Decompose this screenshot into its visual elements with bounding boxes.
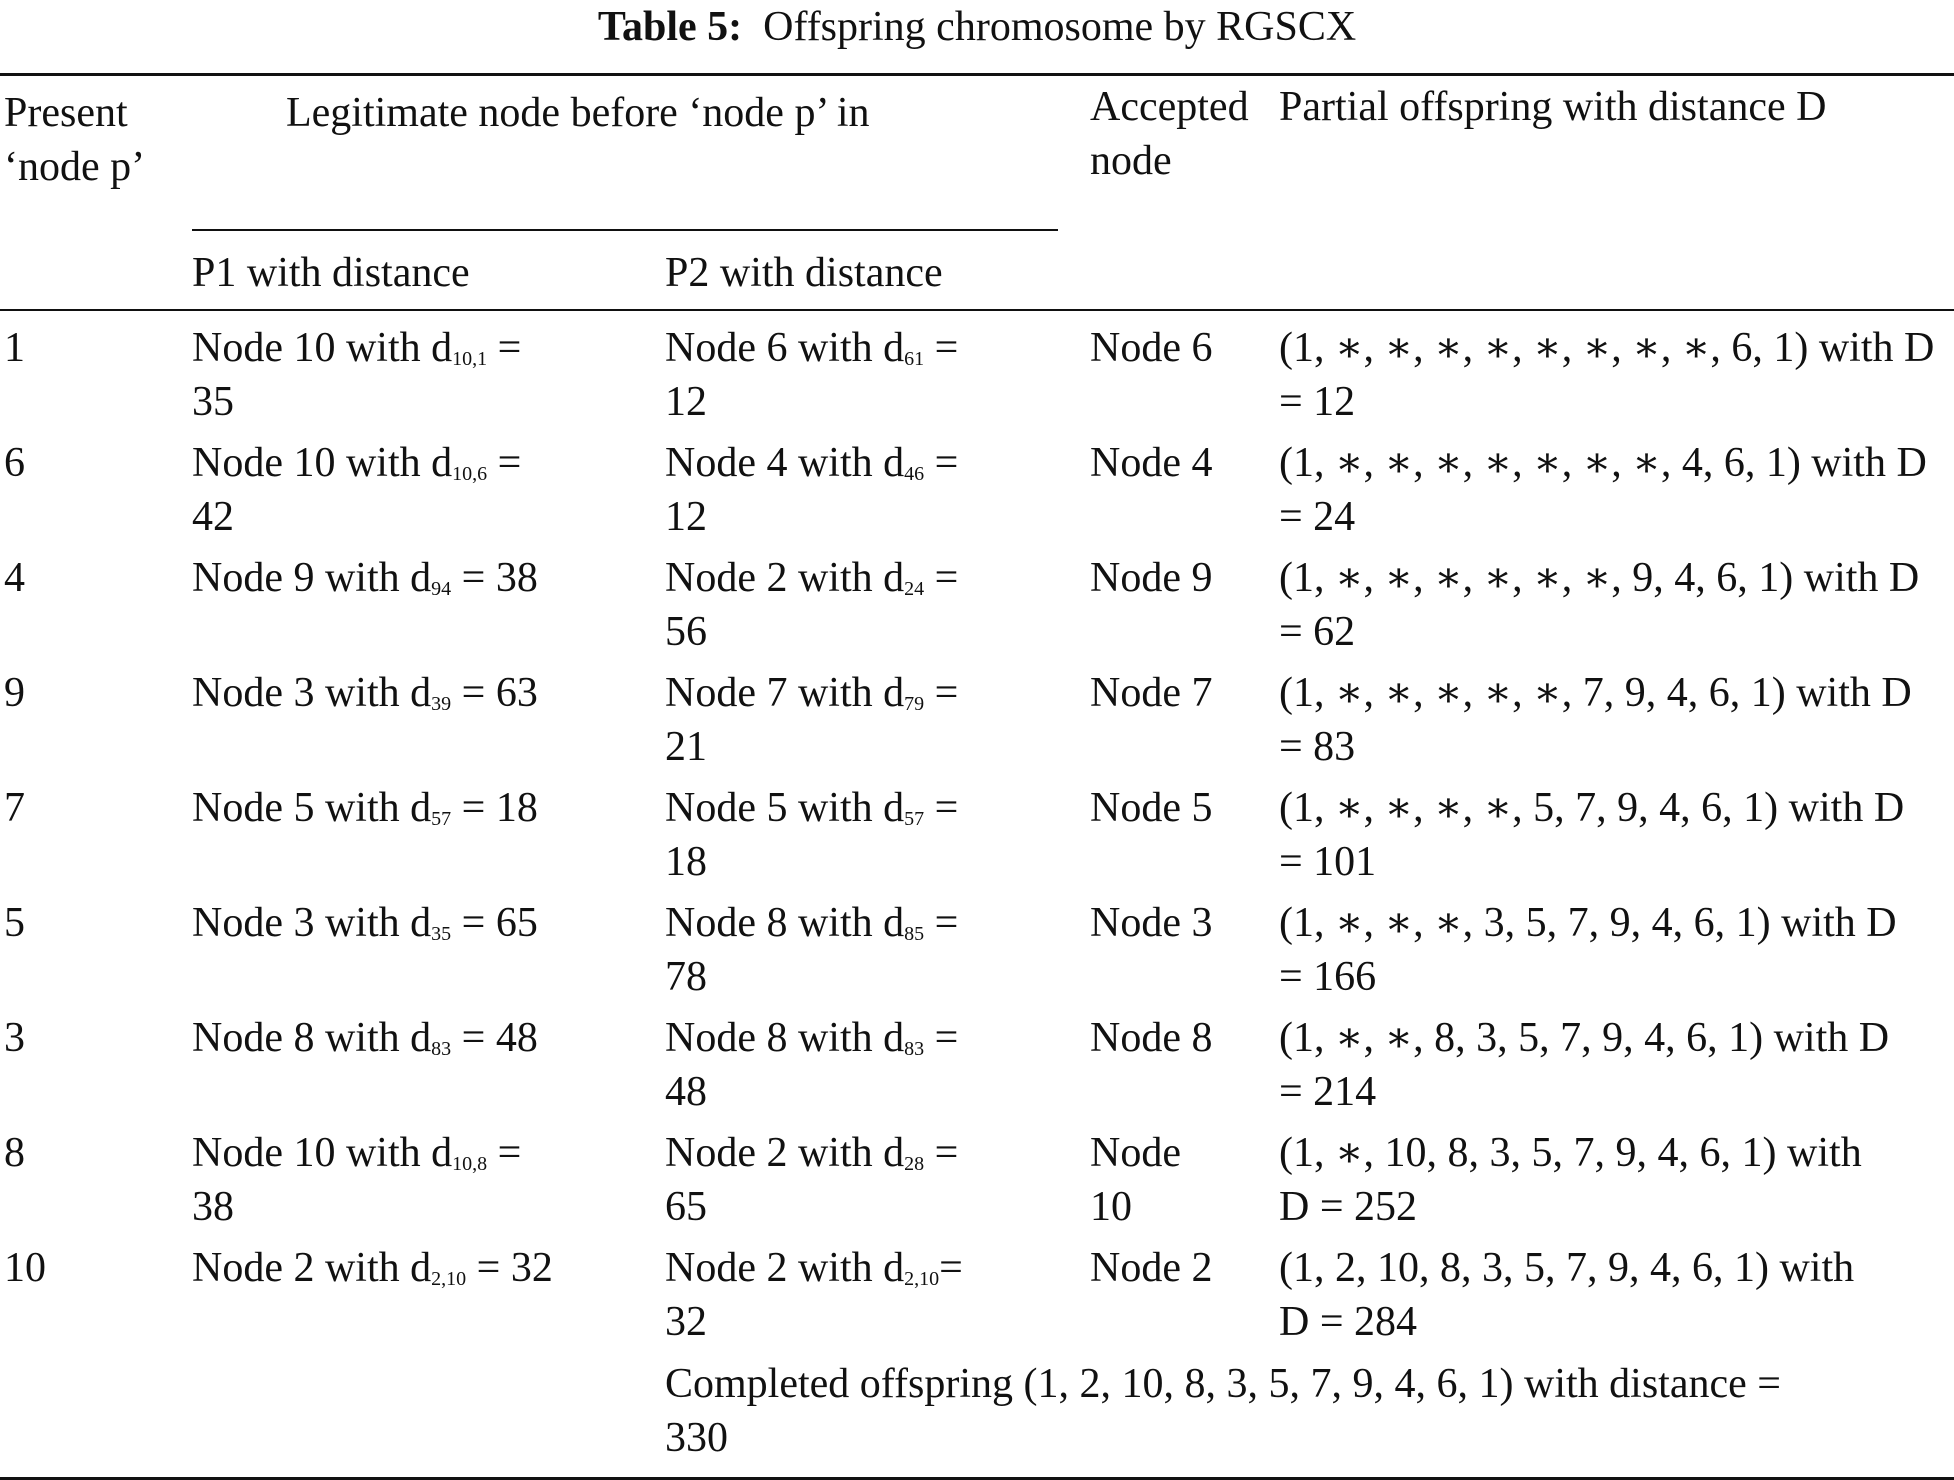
partial-offspring-line1 bbox=[1279, 551, 1919, 605]
p2-distance-subscript: 61 bbox=[904, 348, 925, 370]
header-p1: P1 with distance bbox=[192, 250, 470, 296]
p1-node-text: Node 5 with d bbox=[192, 785, 432, 831]
p2-node-text: Node 5 with d bbox=[665, 785, 905, 831]
p1-node-text: Node 9 with d bbox=[192, 555, 432, 601]
p2-distance-line1 bbox=[665, 896, 958, 950]
p2-equals: = bbox=[924, 900, 959, 946]
p2-equals: = bbox=[924, 1015, 959, 1061]
p1-node-text: Node 3 with d bbox=[192, 900, 432, 946]
completed-offspring-line1: Completed offspring (1, 2, 10, 8, 3, 5, 7, 9, 4, 6, 1) with distance = bbox=[665, 1361, 1781, 1407]
p1-distance-subscript: 94 bbox=[431, 578, 452, 600]
partial-offspring-line2 bbox=[1279, 720, 1355, 774]
p1-distance-value: 35 bbox=[192, 379, 234, 425]
p2-distance-line2 bbox=[665, 1180, 707, 1234]
p1-distance-value: 42 bbox=[192, 494, 234, 540]
p2-distance-line2 bbox=[665, 835, 707, 889]
p2-node-text: Node 2 with d bbox=[665, 1245, 905, 1291]
p2-distance-line1 bbox=[665, 551, 958, 605]
node-p-value: 3 bbox=[4, 1015, 25, 1061]
p2-distance-subscript: 83 bbox=[904, 1038, 925, 1060]
p2-distance-line2 bbox=[665, 950, 707, 1004]
partial-offspring-line2 bbox=[1279, 950, 1376, 1004]
partial-offspring-line2 bbox=[1279, 375, 1355, 429]
p1-distance-subscript: 35 bbox=[431, 923, 452, 945]
p1-equals: = 38 bbox=[451, 555, 538, 601]
accepted-node-line1 bbox=[1090, 666, 1212, 720]
p2-equals: = bbox=[924, 440, 959, 486]
table-row-node-p bbox=[4, 1241, 46, 1295]
p1-equals: = 18 bbox=[451, 785, 538, 831]
top-rule bbox=[0, 73, 1954, 76]
partial-offspring-line2 bbox=[1279, 835, 1376, 889]
partial-offspring-distance: D = 252 bbox=[1279, 1184, 1418, 1230]
p2-node-text: Node 8 with d bbox=[665, 1015, 905, 1061]
p2-distance-line1 bbox=[665, 781, 958, 835]
partial-offspring-line2 bbox=[1279, 1180, 1417, 1234]
caption-label: Table 5: bbox=[597, 4, 743, 50]
node-p-value: 1 bbox=[4, 325, 25, 371]
node-p-value: 4 bbox=[4, 555, 25, 601]
p1-distance-line1 bbox=[192, 781, 538, 835]
p2-distance-line2 bbox=[665, 720, 707, 774]
p2-distance-line1 bbox=[665, 1241, 963, 1295]
p1-node-text: Node 8 with d bbox=[192, 1015, 432, 1061]
p2-distance-subscript: 46 bbox=[904, 463, 925, 485]
p2-distance-line1 bbox=[665, 1011, 958, 1065]
p2-distance-value: 18 bbox=[665, 839, 707, 885]
p2-distance-subscript: 79 bbox=[904, 693, 925, 715]
node-p-value: 10 bbox=[4, 1245, 46, 1291]
accepted-node-text: Node bbox=[1090, 1130, 1181, 1176]
p2-equals: = bbox=[924, 785, 959, 831]
p2-equals: = bbox=[924, 555, 959, 601]
p2-distance-value: 32 bbox=[665, 1299, 707, 1345]
p2-node-text: Node 8 with d bbox=[665, 900, 905, 946]
p1-distance-line1 bbox=[192, 896, 538, 950]
p1-node-text: Node 10 with d bbox=[192, 1130, 453, 1176]
accepted-node-text: Node 4 bbox=[1090, 440, 1213, 486]
accepted-node-text: Node 2 bbox=[1090, 1245, 1213, 1291]
p1-distance-line1 bbox=[192, 1126, 521, 1180]
accepted-node-line2 bbox=[1090, 1180, 1132, 1234]
p2-distance-value: 48 bbox=[665, 1069, 707, 1115]
partial-offspring-line1 bbox=[1279, 436, 1927, 490]
partial-offspring-line2 bbox=[1279, 605, 1355, 659]
accepted-node-text: Node 8 bbox=[1090, 1015, 1213, 1061]
p2-equals: = bbox=[924, 670, 959, 716]
p1-equals: = bbox=[487, 1130, 522, 1176]
partial-offspring-distance: D = 284 bbox=[1279, 1299, 1418, 1345]
partial-offspring-sequence: (1, ∗, 10, 8, 3, 5, 7, 9, 4, 6, 1) with bbox=[1279, 1130, 1862, 1176]
node-p-value: 8 bbox=[4, 1130, 25, 1176]
partial-offspring-line2 bbox=[1279, 1295, 1417, 1349]
accepted-node-line1 bbox=[1090, 436, 1212, 490]
partial-offspring-distance: = 24 bbox=[1279, 494, 1356, 540]
table-row-node-p bbox=[4, 666, 25, 720]
partial-offspring-distance: = 214 bbox=[1279, 1069, 1377, 1115]
partial-offspring-line2 bbox=[1279, 1065, 1376, 1119]
p1-equals: = 32 bbox=[466, 1245, 553, 1291]
header-legitimate-node-group: Legitimate node before ‘node p’ in bbox=[286, 90, 870, 136]
partial-offspring-line1 bbox=[1279, 1241, 1854, 1295]
p2-distance-line2 bbox=[665, 375, 707, 429]
partial-offspring-distance: = 83 bbox=[1279, 724, 1356, 770]
p1-distance-line2 bbox=[192, 1180, 234, 1234]
p2-node-text: Node 2 with d bbox=[665, 1130, 905, 1176]
p2-distance-line1 bbox=[665, 666, 958, 720]
p1-distance-line1 bbox=[192, 1011, 538, 1065]
p1-distance-line2 bbox=[192, 490, 234, 544]
accepted-node-text: Node 3 bbox=[1090, 900, 1213, 946]
partial-offspring-sequence: (1, ∗, ∗, ∗, ∗, ∗, ∗, ∗, 4, 6, 1) with D bbox=[1279, 440, 1927, 486]
p2-distance-line2 bbox=[665, 1295, 707, 1349]
p2-distance-line2 bbox=[665, 490, 707, 544]
p1-distance-subscript: 10,1 bbox=[452, 348, 488, 370]
partial-offspring-line2 bbox=[1279, 490, 1355, 544]
partial-offspring-sequence: (1, ∗, ∗, ∗, 3, 5, 7, 9, 4, 6, 1) with D bbox=[1279, 900, 1897, 946]
node-p-value: 5 bbox=[4, 900, 25, 946]
header-rule bbox=[0, 309, 1954, 311]
p2-node-text: Node 7 with d bbox=[665, 670, 905, 716]
table-row-node-p bbox=[4, 781, 25, 835]
partial-offspring-distance: = 166 bbox=[1279, 954, 1377, 1000]
accepted-node-line1 bbox=[1090, 1011, 1212, 1065]
table-row-node-p bbox=[4, 321, 25, 375]
p2-distance-value: 12 bbox=[665, 379, 707, 425]
p1-distance-subscript: 39 bbox=[431, 693, 452, 715]
node-p-value: 6 bbox=[4, 440, 25, 486]
accepted-node-text: Node 9 bbox=[1090, 555, 1213, 601]
p1-distance-value: 38 bbox=[192, 1184, 234, 1230]
p2-distance-value: 12 bbox=[665, 494, 707, 540]
table-row-node-p bbox=[4, 1126, 25, 1180]
accepted-node-line1 bbox=[1090, 896, 1212, 950]
table-row-node-p bbox=[4, 551, 25, 605]
p2-distance-line2 bbox=[665, 1065, 707, 1119]
p1-distance-subscript: 83 bbox=[431, 1038, 452, 1060]
p2-distance-subscript: 24 bbox=[904, 578, 925, 600]
accepted-node-text: Node 5 bbox=[1090, 785, 1213, 831]
p2-distance-value: 21 bbox=[665, 724, 707, 770]
p2-distance-value: 56 bbox=[665, 609, 707, 655]
p1-equals: = 65 bbox=[451, 900, 538, 946]
partial-offspring-sequence: (1, ∗, ∗, 8, 3, 5, 7, 9, 4, 6, 1) with D bbox=[1279, 1015, 1890, 1061]
p2-distance-subscript: 85 bbox=[904, 923, 925, 945]
p2-node-text: Node 2 with d bbox=[665, 555, 905, 601]
p1-node-text: Node 3 with d bbox=[192, 670, 432, 716]
partial-offspring-sequence: (1, ∗, ∗, ∗, ∗, ∗, ∗, 9, 4, 6, 1) with D bbox=[1279, 555, 1920, 601]
table-row-node-p bbox=[4, 436, 25, 490]
p2-distance-line1 bbox=[665, 321, 958, 375]
accepted-node-line1 bbox=[1090, 1241, 1212, 1295]
p1-equals: = 63 bbox=[451, 670, 538, 716]
p2-node-text: Node 6 with d bbox=[665, 325, 905, 371]
partial-offspring-line1 bbox=[1279, 781, 1904, 835]
p1-distance-line2 bbox=[192, 375, 234, 429]
p1-distance-subscript: 10,6 bbox=[452, 463, 488, 485]
accepted-node-text: Node 7 bbox=[1090, 670, 1213, 716]
p1-distance-line1 bbox=[192, 551, 538, 605]
p2-distance-value: 78 bbox=[665, 954, 707, 1000]
partial-offspring-distance: = 62 bbox=[1279, 609, 1356, 655]
p1-node-text: Node 10 with d bbox=[192, 440, 453, 486]
p2-distance-value: 65 bbox=[665, 1184, 707, 1230]
p1-node-text: Node 10 with d bbox=[192, 325, 453, 371]
p2-distance-subscript: 28 bbox=[904, 1153, 925, 1175]
p1-distance-subscript: 10,8 bbox=[452, 1153, 488, 1175]
p1-equals: = bbox=[487, 440, 522, 486]
p1-equals: = bbox=[487, 325, 522, 371]
p2-distance-subscript: 2,10 bbox=[904, 1268, 940, 1290]
partial-offspring-line1 bbox=[1279, 896, 1897, 950]
partial-offspring-distance: = 12 bbox=[1279, 379, 1356, 425]
header-group-rule bbox=[192, 229, 1058, 231]
p2-distance-line1 bbox=[665, 436, 958, 490]
completed-offspring-line2: 330 bbox=[665, 1415, 728, 1461]
accepted-node-text: Node 6 bbox=[1090, 325, 1213, 371]
p2-equals: = bbox=[924, 1130, 959, 1176]
p2-distance-line2 bbox=[665, 605, 707, 659]
accepted-node-line1 bbox=[1090, 781, 1212, 835]
p1-node-text: Node 2 with d bbox=[192, 1245, 432, 1291]
caption-title: Offspring chromosome by RGSCX bbox=[763, 4, 1357, 50]
accepted-node-line1 bbox=[1090, 1126, 1181, 1180]
header-accepted-node: Accepted node bbox=[1090, 84, 1249, 184]
node-p-value: 7 bbox=[4, 785, 25, 831]
partial-offspring-line1 bbox=[1279, 321, 1934, 375]
node-p-value: 9 bbox=[4, 670, 25, 716]
p1-distance-line1 bbox=[192, 321, 521, 375]
partial-offspring-sequence: (1, 2, 10, 8, 3, 5, 7, 9, 4, 6, 1) with bbox=[1279, 1245, 1855, 1291]
p1-distance-subscript: 2,10 bbox=[431, 1268, 467, 1290]
p1-distance-subscript: 57 bbox=[431, 808, 452, 830]
partial-offspring-sequence: (1, ∗, ∗, ∗, ∗, 5, 7, 9, 4, 6, 1) with D bbox=[1279, 785, 1905, 831]
partial-offspring-sequence: (1, ∗, ∗, ∗, ∗, ∗, 7, 9, 4, 6, 1) with D bbox=[1279, 670, 1912, 716]
table-row-node-p bbox=[4, 896, 25, 950]
p1-equals: = 48 bbox=[451, 1015, 538, 1061]
p1-distance-line1 bbox=[192, 1241, 553, 1295]
partial-offspring-line1 bbox=[1279, 1126, 1862, 1180]
partial-offspring-sequence: (1, ∗, ∗, ∗, ∗, ∗, ∗, ∗, ∗, 6, 1) with D bbox=[1279, 325, 1935, 371]
accepted-node-line1 bbox=[1090, 551, 1212, 605]
table-caption bbox=[0, 2, 1954, 52]
table-row-node-p bbox=[4, 1011, 25, 1065]
accepted-node-number: 10 bbox=[1090, 1184, 1132, 1230]
p2-node-text: Node 4 with d bbox=[665, 440, 905, 486]
p2-equals: = bbox=[924, 325, 959, 371]
header-partial-offspring: Partial offspring with distance D bbox=[1279, 84, 1827, 130]
p2-distance-subscript: 57 bbox=[904, 808, 925, 830]
p2-distance-line1 bbox=[665, 1126, 958, 1180]
accepted-node-line1 bbox=[1090, 321, 1212, 375]
partial-offspring-line1 bbox=[1279, 666, 1912, 720]
header-p2: P2 with distance bbox=[665, 250, 943, 296]
p2-equals: = bbox=[939, 1245, 963, 1291]
partial-offspring-line1 bbox=[1279, 1011, 1889, 1065]
partial-offspring-distance: = 101 bbox=[1279, 839, 1377, 885]
p1-distance-line1 bbox=[192, 666, 538, 720]
p1-distance-line1 bbox=[192, 436, 521, 490]
header-present-node: Present ‘node p’ bbox=[4, 90, 146, 190]
